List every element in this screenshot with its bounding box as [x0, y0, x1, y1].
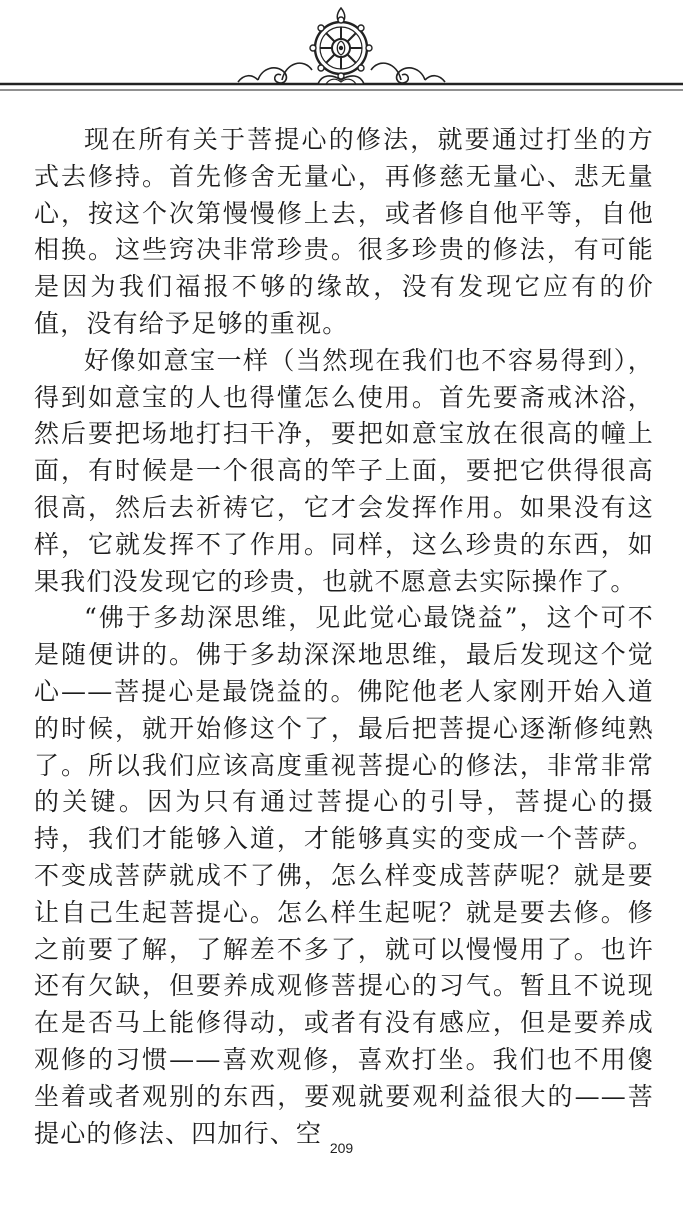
page-number: 209	[329, 1140, 354, 1156]
page-header-ornament	[0, 0, 683, 110]
body-text	[34, 122, 654, 1152]
paragraph-2: 好像如意宝一样（当然现在我们也不容易得到），得到如意宝的人也得懂怎么使用。首先要斋戒沐浴，然后要把场地打扫干净，要把如意宝放在很高的幢上面，有时候是一个很高的竿子上面，要把它供得很高很高，然后去祈祷它，它才会发挥作用。如果没有这样，它就发挥不了作用。同样，这么珍贵的东西，如果我们没发现它的珍贵，也就不愿意去实际操作了。	[34, 345, 654, 596]
paragraph-3: “佛于多劫深思维，见此觉心最饶益”，这个可不是随便讲的。佛于多劫深深地思维，最后发现这个觉心——菩提心是最饶益的。佛陀他老人家刚开始入道的时候，就开始修这个了，最后把菩提心逐渐修纯熟了。所以我们应该高度重视菩提心的修法，非常非常的关键。因为只有通过菩提心的引导，菩提心的摄持，我们才能够入道，才能够真实的变成一个菩萨。不变成菩萨就成不了佛，怎么样变成菩萨呢？就是要让自己生起菩提心。怎么样生起呢？就是要去修。修之前要了解，了解差不多了，就可以慢慢用了。也许还有欠缺，但要养成观修菩提心的习气。暂且不说现在是否马上能修得动，或者有没有感应，但是要养成观修的习惯——喜欢观修，喜欢打坐。我们也不用傻坐着或者观别的东西，要观就要观利益很大的——菩提心的修法、四加行、空	[34, 603, 654, 1148]
dharma-wheel-icon	[0, 0, 683, 110]
paragraph-1: 现在所有关于菩提心的修法，就要通过打坐的方式去修持。首先修舍无量心，再修慈无量心、悲无量心，按这个次第慢慢修上去，或者修自他平等，自他相换。这些窍决非常珍贵。很多珍贵的修法，有可能是因为我们福报不够的缘故，没有发现它应有的价值，没有给予足够的重视。	[34, 125, 654, 338]
